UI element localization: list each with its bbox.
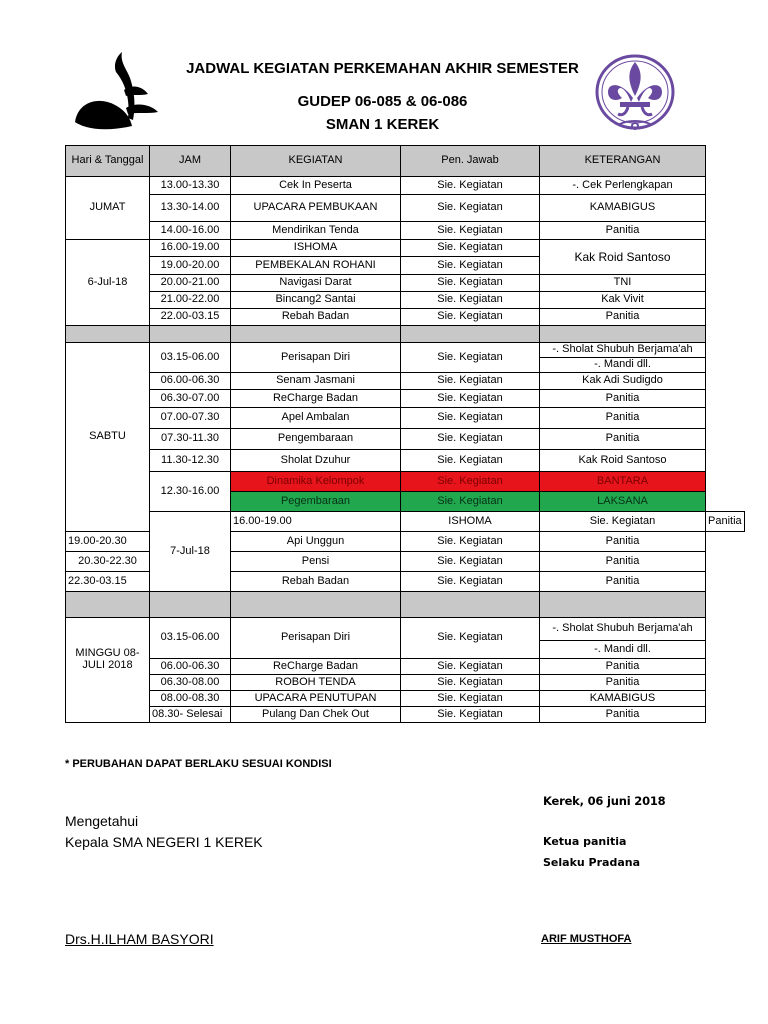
activity-cell: PEMBEKALAN ROHANI — [231, 257, 401, 275]
pic-cell: Sie. Kegiatan — [401, 275, 540, 292]
note-cell: Kak Vivit — [540, 292, 706, 309]
note-cell: Kak Roid Santoso — [540, 450, 706, 472]
note-cell: Panitia — [540, 309, 706, 326]
table-row — [66, 343, 745, 358]
table-row — [66, 373, 745, 390]
column-header-time: JAM — [150, 146, 231, 177]
table-row — [66, 691, 745, 707]
pic-cell: Sie. Kegiatan — [401, 572, 540, 592]
table-row — [66, 292, 745, 309]
time-cell: 14.00-16.00 — [150, 222, 231, 240]
note-cell: Panitia — [540, 659, 706, 675]
activity-cell: Sholat Dzuhur — [231, 450, 401, 472]
time-cell: 07.30-11.30 — [150, 429, 231, 450]
column-header-day: Hari & Tanggal — [66, 146, 150, 177]
pic-cell: Sie. Kegiatan — [401, 450, 540, 472]
time-cell: 08.00-08.30 — [150, 691, 231, 707]
activity-cell-bantara: Dinamika Kelompok — [231, 472, 401, 492]
time-cell: 06.30-08.00 — [150, 675, 231, 691]
principal-name: Drs.H.ILHAM BASYORI — [65, 931, 214, 947]
acknowledge-label: Mengetahui — [65, 813, 139, 829]
time-cell: 19.00-20.30 — [66, 532, 150, 552]
activity-cell: Api Unggun — [231, 532, 401, 552]
table-row — [66, 275, 745, 292]
pic-cell: Sie. Kegiatan — [401, 177, 540, 195]
note-cell: Panitia — [540, 408, 706, 429]
table-row — [66, 222, 745, 240]
activity-cell: ROBOH TENDA — [231, 675, 401, 691]
table-row — [66, 707, 745, 723]
table-row — [66, 618, 745, 641]
time-cell: 16.00-19.00 — [231, 512, 401, 532]
activity-cell: UPACARA PENUTUPAN — [231, 691, 401, 707]
pic-cell: Sie. Kegiatan — [401, 309, 540, 326]
pic-cell: Sie. Kegiatan — [401, 257, 540, 275]
note-cell: Panitia — [540, 532, 706, 552]
note-cell: Panitia — [540, 707, 706, 723]
date-cell-6-jul: 6-Jul-18 — [66, 240, 150, 326]
chair-subtitle: Selaku Pradana — [543, 856, 641, 869]
time-cell: 06.00-06.30 — [150, 373, 231, 390]
time-cell: 06.30-07.00 — [150, 390, 231, 408]
table-row — [66, 390, 745, 408]
pic-cell: Sie. Kegiatan — [401, 675, 540, 691]
table-header-row — [66, 146, 745, 177]
table-row — [66, 512, 745, 532]
pic-cell: Sie. Kegiatan — [401, 390, 540, 408]
pic-cell: Sie. Kegiatan — [540, 512, 706, 532]
note-cell: Panitia — [706, 512, 745, 532]
time-cell: 13.30-14.00 — [150, 195, 231, 222]
note-cell: Panitia — [540, 222, 706, 240]
column-header-person-in-charge: Pen. Jawab — [401, 146, 540, 177]
pic-cell: Sie. Kegiatan — [401, 222, 540, 240]
time-cell: 22.00-03.15 — [150, 309, 231, 326]
time-cell: 21.00-22.00 — [150, 292, 231, 309]
activity-cell: ReCharge Badan — [231, 659, 401, 675]
time-cell: 20.00-21.00 — [150, 275, 231, 292]
pic-cell: Sie. Kegiatan — [401, 532, 540, 552]
tunas-kelapa-logo-icon — [70, 50, 160, 138]
table-row — [66, 240, 745, 257]
pic-cell: Sie. Kegiatan — [401, 240, 540, 257]
pic-cell: Sie. Kegiatan — [401, 373, 540, 390]
document-title: JADWAL KEGIATAN PERKEMAHAN AKHIR SEMESTER — [186, 60, 579, 77]
pic-cell: Sie. Kegiatan — [401, 691, 540, 707]
day-cell-sabtu: SABTU — [66, 343, 150, 532]
time-cell: 13.00-13.30 — [150, 177, 231, 195]
principal-title: Kepala SMA NEGERI 1 KEREK — [65, 834, 263, 850]
pic-cell: Sie. Kegiatan — [401, 195, 540, 222]
activity-cell: Pensi — [231, 552, 401, 572]
activity-cell: Rebah Badan — [231, 572, 401, 592]
time-cell: 03.15-06.00 — [150, 618, 231, 659]
table-row — [66, 195, 745, 222]
activity-cell: Bincang2 Santai — [231, 292, 401, 309]
note-cell-laksana: LAKSANA — [540, 492, 706, 512]
pic-cell: Sie. Kegiatan — [401, 429, 540, 450]
time-cell: 08.30- Selesai — [150, 707, 231, 723]
activity-cell: Perisapan Diri — [231, 618, 401, 659]
note-cell: Kak Adi Sudigdo — [540, 373, 706, 390]
note-cell: -. Sholat Shubuh Berjama'ah — [540, 618, 706, 641]
note-cell: KAMABIGUS — [540, 691, 706, 707]
date-cell-7-jul: 7-Jul-18 — [150, 512, 231, 592]
column-header-notes: KETERANGAN — [540, 146, 706, 177]
table-row — [66, 429, 745, 450]
school-name: SMAN 1 KEREK — [325, 116, 440, 133]
activity-cell: ReCharge Badan — [231, 390, 401, 408]
table-row — [66, 472, 745, 492]
pic-cell: Sie. Kegiatan — [401, 292, 540, 309]
column-header-activity: KEGIATAN — [231, 146, 401, 177]
scout-fleur-de-lis-emblem-icon — [594, 52, 676, 136]
activity-cell: Mendirikan Tenda — [231, 222, 401, 240]
time-cell: 07.00-07.30 — [150, 408, 231, 429]
table-row — [66, 309, 745, 326]
time-cell: 06.00-06.30 — [150, 659, 231, 675]
time-cell: 20.30-22.30 — [66, 552, 150, 572]
table-row — [66, 177, 745, 195]
note-cell: Kak Roid Santoso — [540, 240, 706, 275]
activity-cell-laksana: Pegembaraan — [231, 492, 401, 512]
pic-cell: Sie. Kegiatan — [401, 492, 540, 512]
note-cell-bantara: BANTARA — [540, 472, 706, 492]
pic-cell: Sie. Kegiatan — [401, 472, 540, 492]
table-row — [66, 408, 745, 429]
chair-title: Ketua panitia — [543, 835, 627, 848]
activity-cell: Navigasi Darat — [231, 275, 401, 292]
separator-row — [66, 326, 745, 343]
pic-cell: Sie. Kegiatan — [401, 659, 540, 675]
time-cell: 03.15-06.00 — [150, 343, 231, 373]
activity-cell: Senam Jasmani — [231, 373, 401, 390]
schedule-table — [65, 145, 745, 723]
activity-cell: Perisapan Diri — [231, 343, 401, 373]
activity-cell: Pengembaraan — [231, 429, 401, 450]
activity-cell: Pulang Dan Chek Out — [231, 707, 401, 723]
activity-cell: Apel Ambalan — [231, 408, 401, 429]
note-cell: KAMABIGUS — [540, 195, 706, 222]
pic-cell: Sie. Kegiatan — [401, 707, 540, 723]
table-row — [66, 450, 745, 472]
note-cell: Panitia — [540, 572, 706, 592]
table-row — [66, 675, 745, 691]
note-cell: Panitia — [540, 390, 706, 408]
pic-cell: Sie. Kegiatan — [401, 552, 540, 572]
chair-name: ARIF MUSTHOFA — [541, 933, 632, 945]
place-date: Kerek, 06 juni 2018 — [543, 794, 666, 808]
activity-cell: UPACARA PEMBUKAAN — [231, 195, 401, 222]
note-cell: TNI — [540, 275, 706, 292]
activity-cell: ISHOMA — [231, 240, 401, 257]
document-subtitle: GUDEP 06-085 & 06-086 — [297, 93, 468, 110]
note-cell: -. Cek Perlengkapan — [540, 177, 706, 195]
activity-cell: Rebah Badan — [231, 309, 401, 326]
pic-cell: Sie. Kegiatan — [401, 343, 540, 373]
pic-cell: Sie. Kegiatan — [401, 618, 540, 659]
note-cell: -. Mandi dll. — [540, 641, 706, 659]
change-note: * PERUBAHAN DAPAT BERLAKU SESUAI KONDISI — [65, 758, 332, 770]
note-cell: Panitia — [540, 675, 706, 691]
day-cell-minggu: MINGGU 08-JULI 2018 — [66, 618, 150, 723]
note-cell: Panitia — [540, 552, 706, 572]
time-cell: 22.30-03.15 — [66, 572, 150, 592]
note-cell: -. Sholat Shubuh Berjama'ah — [540, 343, 706, 358]
activity-cell: ISHOMA — [401, 512, 540, 532]
time-cell: 19.00-20.00 — [150, 257, 231, 275]
time-cell: 12.30-16.00 — [150, 472, 231, 512]
pic-cell: Sie. Kegiatan — [401, 408, 540, 429]
separator-row — [66, 592, 745, 618]
note-cell: Panitia — [540, 429, 706, 450]
table-row — [66, 659, 745, 675]
time-cell: 11.30-12.30 — [150, 450, 231, 472]
time-cell: 16.00-19.00 — [150, 240, 231, 257]
activity-cell: Cek In Peserta — [231, 177, 401, 195]
note-cell: -. Mandi dll. — [540, 358, 706, 373]
day-cell-jumat: JUMAT — [66, 177, 150, 240]
